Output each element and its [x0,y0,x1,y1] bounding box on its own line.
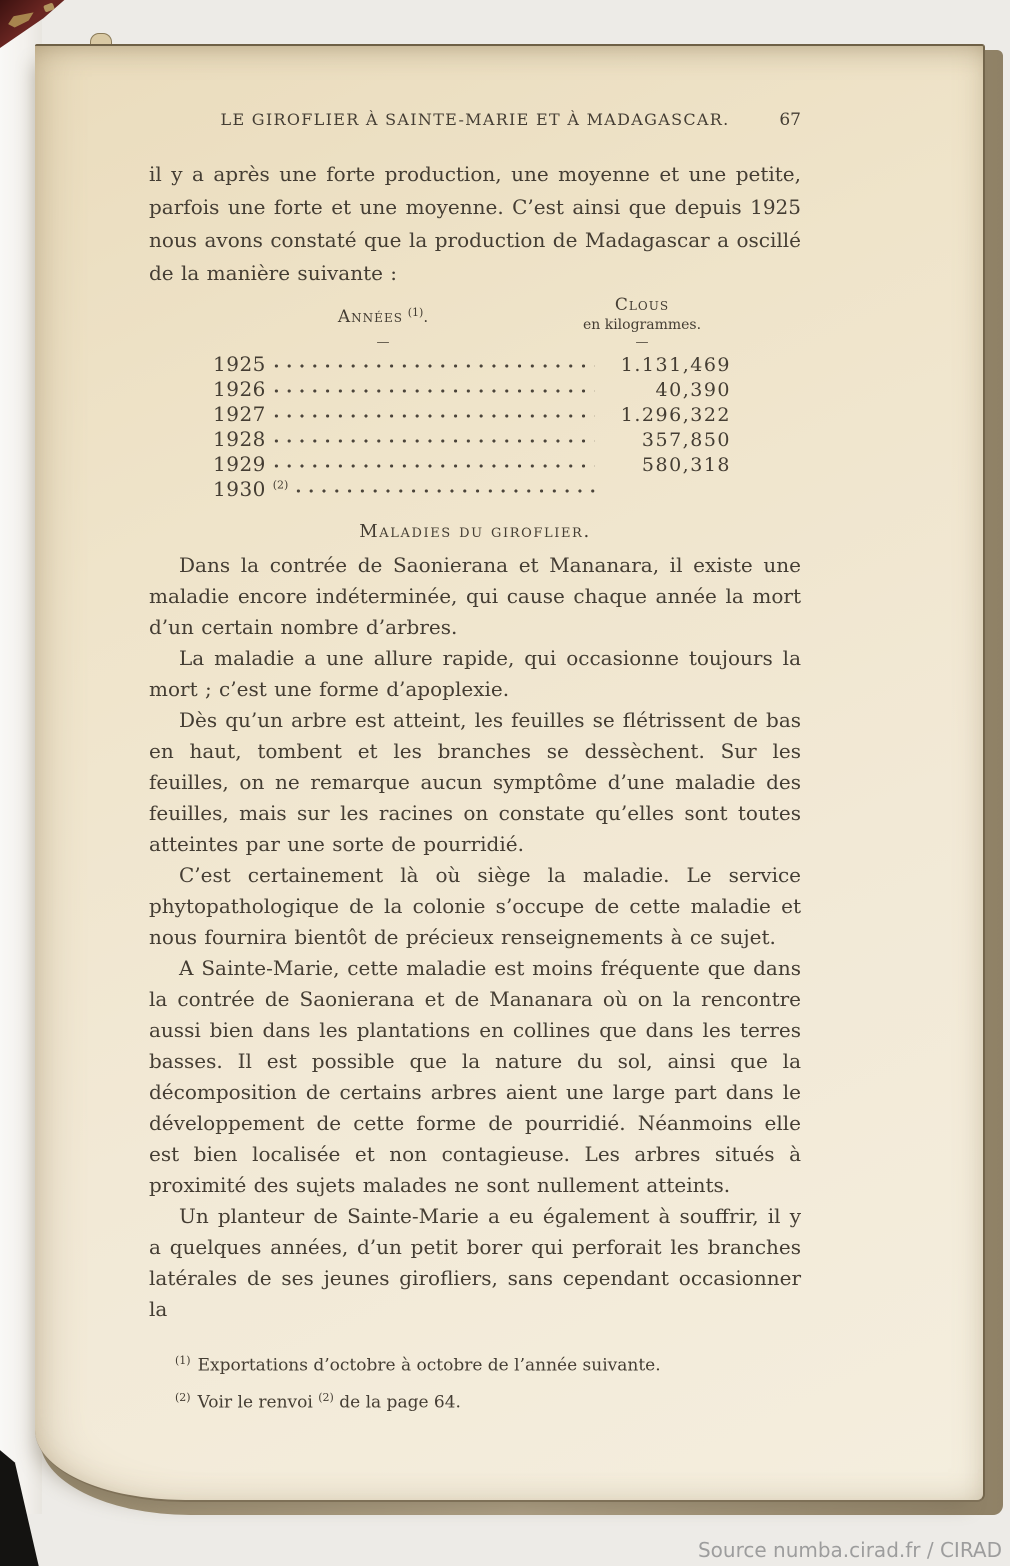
footnote-reference: (2) [318,1390,334,1404]
paragraph: La maladie a une allure rapide, qui occasionne toujours la mort ; c’est une forme d’apoplexie. [149,646,801,701]
source-credit: Source numba.cirad.fr / CIRAD [697,1538,1002,1562]
table-header-row [213,296,731,335]
year-cell: 1930 $^{(2)}$ [213,477,289,501]
value-cell: 357,850 [641,429,731,451]
table-row [213,351,731,376]
production-table [213,296,731,501]
footnote-marker: (1) [175,1354,191,1367]
footnote-reference: (2) [272,478,289,492]
dot-leader [270,360,595,372]
value-cell: 580,318 [641,454,731,476]
paragraph: Dès qu’un arbre est atteint, les feuilles se flétrissent de bas en haut, tombent et les branches se dessèchent. Sur les feuilles, on ne remarque aucun symptôme d’une maladie des feuilles, mais sur les racines on constate qu’elles sont toutes atteintes par une sorte de pourridié. [149,708,801,856]
years-column-header: Années $^{(1)}$. [337,306,429,327]
paragraph: C’est certainement là où siège la maladie. Le service phytopathologique de la colonie s’occupe de cette maladie et nous fournira bientôt de précieux renseignements à ce sujet. [149,863,801,949]
year-cell: 1925 [213,352,266,376]
value-cell: 1.131,469 [620,354,731,376]
book-page [35,44,985,1502]
table-row [213,376,731,401]
footnote [149,1345,801,1382]
table-row [213,451,731,476]
value-cell: 40,390 [655,379,731,401]
dot-leader [270,385,595,397]
paragraph: Dans la contrée de Saonierana et Mananara, il existe une maladie encore indéterminée, qui cause chaque année la mort d’un certain nombre d’arbres. [149,553,801,639]
footnotes [149,1345,801,1418]
intro-paragraph: il y a après une forte production, une moyenne et une petite, parfois une forte et une moyenne. C’est ainsi que depuis 1925 nous avons constaté que la production de Madagascar a oscillé de la manière suivante : [149,162,801,285]
footnote [149,1382,801,1419]
dot-leader [292,485,595,497]
header-underline-row [213,335,731,351]
year-cell: 1928 [213,427,266,451]
running-head-title: LE GIROFLIER À SAINTE-MARIE ET À MADAGASCAR. [220,110,730,129]
table-row [213,401,731,426]
gilt-decoration [43,3,55,13]
body-text [149,550,801,1325]
page-number: 67 [779,110,801,130]
footnote-text: Voir le renvoi [197,1392,313,1413]
running-head [149,108,801,132]
table-row [213,476,731,501]
footnote-text: de la page 64. [339,1392,461,1413]
dot-leader [270,460,595,472]
year-cell: 1926 [213,377,266,401]
footnote-marker: (2) [175,1390,191,1404]
table-row [213,426,731,451]
footnote-text: Exportations d’octobre à octobre de l’année suivante. [197,1355,661,1376]
dot-leader [270,410,595,422]
paragraph: Un planteur de Sainte-Marie a eu également à souffrir, il y a quelques années, d’un petit borer qui perforait les branches latérales de ses jeunes girofliers, sans cependant occasionner la [149,1204,801,1321]
value-header-dash: — [635,335,649,350]
paragraph: A Sainte-Marie, cette maladie est moins fréquente que dans la contrée de Saonierana et de Mananara où on la rencontre aussi bien dans les plantations en collines que dans les terres basses. Il est possible que la nature du sol, ainsi que la décomposition de certains arbres aient une large part dans le développement de cette forme de pourridié. Néanmoins elle est bien localisée et non contagieuse. Les arbres situés à proximité des sujets malades ne sont nullement atteints. [149,956,801,1197]
year-cell: 1929 [213,452,266,476]
year-cell: 1927 [213,402,266,426]
value-column-header: Clous en kilogrammes. [582,295,702,333]
years-header-dash: — [376,335,390,350]
section-heading: Maladies du giroflier. [359,521,591,542]
dot-leader [270,435,595,447]
value-cell: 1.296,322 [620,404,731,426]
